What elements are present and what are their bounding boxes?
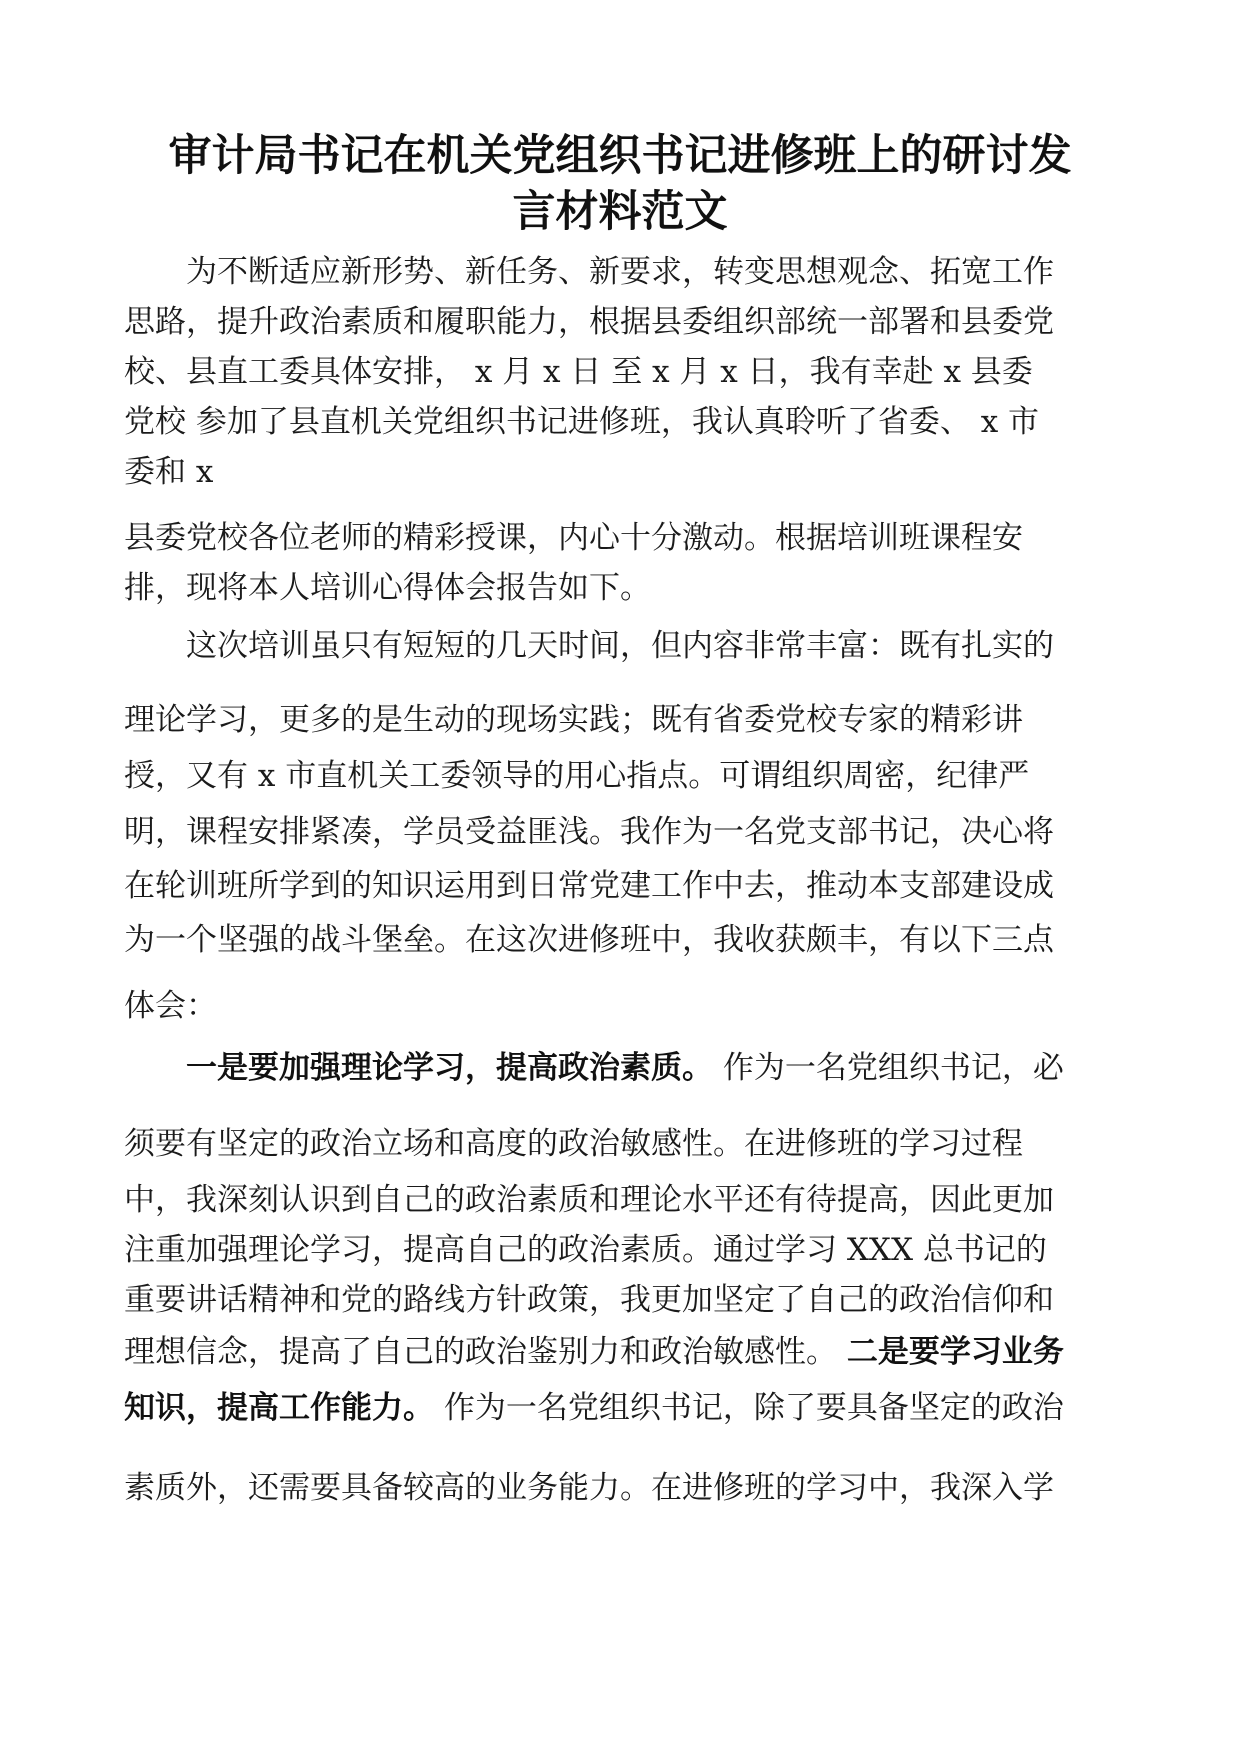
point-one-text: 作为一名党组织书记，必: [713, 1050, 1064, 1086]
paragraph-line: 排，现将本人培训心得体会报告如下。: [124, 570, 651, 606]
paragraph-line: 须要有坚定的政治立场和高度的政治敏感性。在进修班的学习过程: [124, 1126, 1023, 1162]
paragraph-line: 为一个坚强的战斗堡垒。在这次进修班中，我收获颇丰，有以下三点: [124, 922, 1054, 958]
point-two-heading-part-1: 二是要学习业务: [846, 1334, 1064, 1370]
paragraph-line-mixed: [124, 1332, 1064, 1372]
paragraph-line: 为不断适应新形势、新任务、新要求，转变思想观念、拓宽工作: [186, 254, 1054, 290]
paragraph-line: 委和 x: [124, 454, 214, 490]
paragraph-line: 素质外，还需要具备较高的业务能力。在进修班的学习中，我深入学: [124, 1470, 1054, 1506]
document-title-line-2: 言材料范文: [512, 187, 728, 237]
paragraph-line: 思路，提升政治素质和履职能力，根据县委组织部统一部署和县委党: [124, 304, 1054, 340]
paragraph-line: 党校 参加了县直机关党组织书记进修班，我认真聆听了省委、 x 市: [124, 404, 1040, 440]
paragraph-text: 理想信念，提高了自己的政治鉴别力和政治敏感性。: [124, 1334, 847, 1370]
paragraph-line: 校、县直工委具体安排， x 月 x 日 至 x 月 x 日，我有幸赴 x 县委: [124, 354, 1033, 390]
paragraph-line: 体会：: [124, 988, 217, 1024]
paragraph-line: 明，课程安排紧凑，学员受益匪浅。我作为一名党支部书记，决心将: [124, 814, 1054, 850]
paragraph-line: 在轮训班所学到的知识运用到日常党建工作中去，推动本支部建设成: [124, 868, 1054, 904]
point-two-heading-part-2: 知识，提高工作能力。: [124, 1390, 434, 1426]
paragraph-line: 注重加强理论学习，提高自己的政治素质。通过学习 XXX 总书记的: [124, 1232, 1047, 1268]
paragraph-line: 授，又有 x 市直机关工委领导的用心指点。可谓组织周密，纪律严: [124, 758, 1030, 794]
paragraph-line: 中，我深刻认识到自己的政治素质和理论水平还有待提高，因此更加: [124, 1182, 1054, 1218]
point-two-text: 作为一名党组织书记，除了要具备坚定的政治: [434, 1390, 1064, 1426]
paragraph-line: 理论学习，更多的是生动的现场实践；既有省委党校专家的精彩讲: [124, 702, 1023, 738]
paragraph-line: 重要讲话精神和党的路线方针政策，我更加坚定了自己的政治信仰和: [124, 1282, 1054, 1318]
paragraph-line: 县委党校各位老师的精彩授课，内心十分激动。根据培训班课程安: [124, 520, 1023, 556]
point-one-line: [186, 1048, 1064, 1088]
paragraph-line: 这次培训虽只有短短的几天时间，但内容非常丰富：既有扎实的: [186, 628, 1054, 664]
point-two-line: [124, 1388, 1064, 1428]
document-title-line-1: 审计局书记在机关党组织书记进修班上的研讨发: [168, 131, 1072, 181]
point-one-heading: 一是要加强理论学习，提高政治素质。: [186, 1050, 713, 1086]
